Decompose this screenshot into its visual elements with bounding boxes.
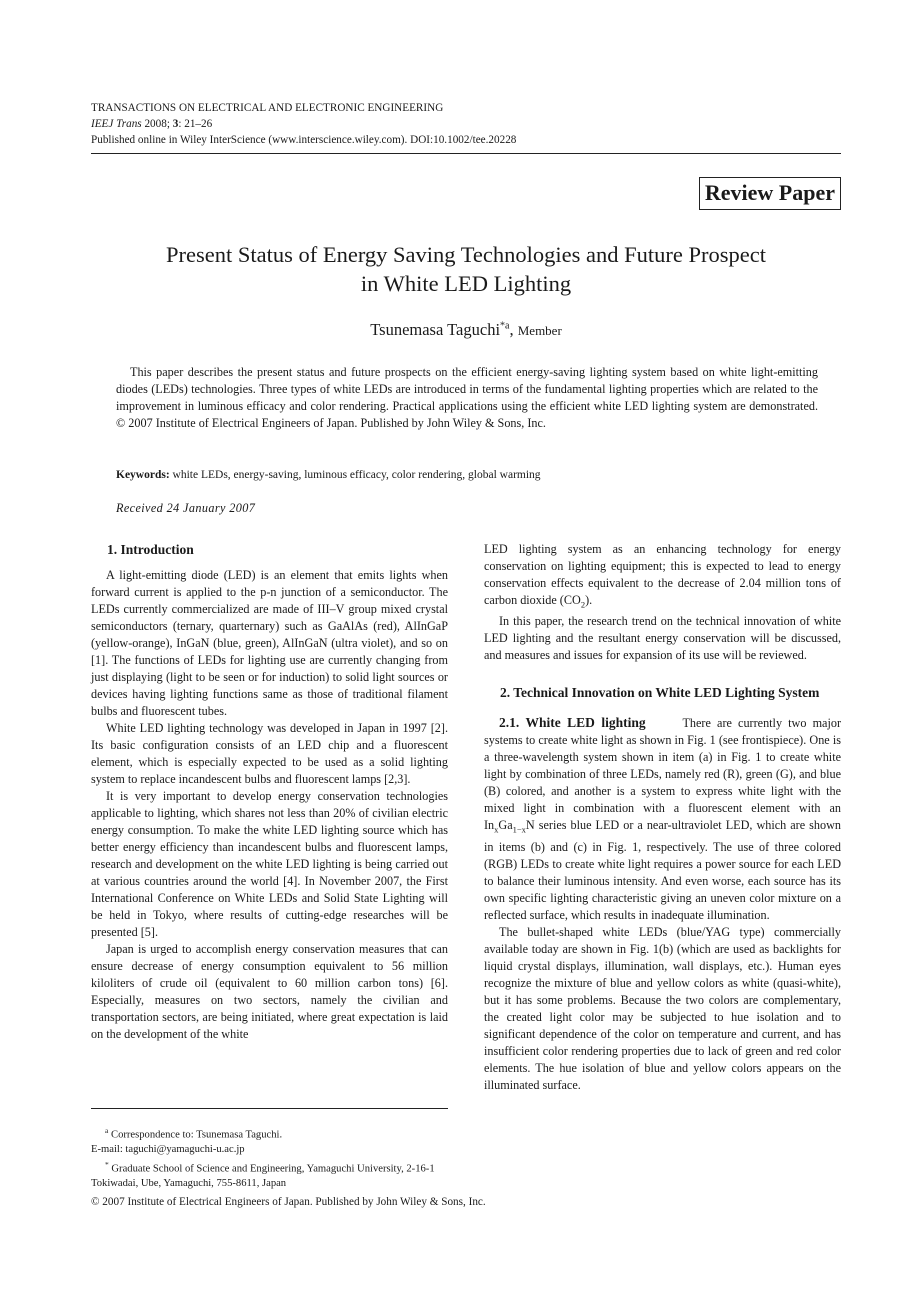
section-2-1-paragraph-1 <box>484 714 841 923</box>
intro-paragraph-4-end: ). <box>585 593 593 607</box>
title-line-1: Present Status of Energy Saving Technologies and Future Prospect <box>165 242 766 267</box>
right-column <box>484 541 841 1094</box>
footnotes <box>91 1124 451 1191</box>
journal-year: 2008; <box>144 118 170 130</box>
journal-abbrev: IEEJ Trans <box>91 118 142 130</box>
paper-title <box>91 240 841 298</box>
published-line: Published online in Wiley InterScience (www.interscience.wiley.com). DOI:10.1002/tee.20228 <box>91 134 517 146</box>
co2-subscript: 2 <box>580 599 586 610</box>
footnote-star-mark: * <box>105 1159 109 1169</box>
journal-pages: : 21–26 <box>178 118 213 130</box>
author-name: Tsunemasa Taguchi <box>370 320 501 339</box>
intro-paragraph-4: Japan is urged to accomplish energy conservation measures that can ensure decrease of energy consumption equivalent to 56 million kiloliters of crude oil (equivalent to 60 million carbon tons) [6]. Especially, measures on two sectors, namely the civilian and transportation sectors, are being initiated, where great expectation is laid on the development of the white <box>91 942 448 1041</box>
intro-paragraph-1: A light-emitting diode (LED) is an element that emits lights when forward current is applied to the p-n junction of a semiconductor. The LEDs currently commercialized are made of III–V group mixed crystal semiconductors (ternary, quarternary) such as GaAlAs (red), AlInGaP (yellow-orange), InGaN (blue, green), AlInGaN (ultra violet), and so on [1]. The functions of LEDs for lighting use are currently changing from just displaying (light to be seen or for induction) to solid light sources or devices having lighting functions same as those of traditional filament bulbs and fluorescent tubes. <box>91 568 448 718</box>
author-mark: *a <box>500 320 510 332</box>
received-date: Received 24 January 2007 <box>116 501 256 515</box>
formula-ga: Ga <box>498 818 513 833</box>
author-line: Tsunemasa Taguchi$^{*a}$, Member <box>370 320 562 339</box>
intro-paragraph-2: White LED lighting technology was developed in Japan in 1997 [2]. Its basic configuration consists of an LED chip and a fluorescent element, which is especially expected to be used as a solid lighting system to replace incandescent bulbs and fluorescent lamps [2,3]. <box>91 721 448 786</box>
formula-subscript-1-x: 1−x <box>512 824 526 835</box>
intro-paragraph-4-continued <box>484 541 841 613</box>
paper-type-badge: Review Paper <box>699 177 841 210</box>
journal-name: TRANSACTIONS ON ELECTRICAL AND ELECTRONIC ENGINEERING <box>91 102 444 114</box>
footnote-affiliation-text: Graduate School of Science and Engineering, Yamaguchi University, 2-16-1 Tokiwadai, Ube, Yamaguchi, 755-8611, Japan <box>91 1163 435 1189</box>
author-role: Member <box>517 323 562 338</box>
citation-line <box>91 116 516 132</box>
section-2-1-text-a: There are currently two major systems to create white light as shown in Fig. 1 (see frontispiece). One is a three-wavelength system shown in item (a) in Fig. 1 to create white light by combination of three LEDs, namely red (R), green (G), and blue (B) colored, and another is a system to express white light with the mixed light in combination with a fluorescent element with an In <box>484 716 842 833</box>
section-1-heading: 1. Introduction <box>107 542 194 557</box>
section-2-1-heading: 2.1. White LED lighting <box>499 715 646 731</box>
footnote-email: E-mail: taguchi@yamaguchi-u.ac.jp <box>91 1144 245 1156</box>
section-2-1-text-b: N series blue LED or a near-ultraviolet LED, which are shown in items (b) and (c) in Fig. 1, respectively. The use of three colored (RGB) LEDs to create white light requires a power source for each LED to balance their luminous intensity. And even worse, each source has its own specific lighting characteristic giving an uneven color mixture on a reflected surface, which results in inadequate illumination. <box>484 818 841 922</box>
keywords-label: Keywords: <box>116 469 170 481</box>
intro-paragraph-5: In this paper, the research trend on the technical innovation of white LED lighting and the resultant energy conservation will be discussed, and measures and issues for expansion of its use will be reviewed. <box>484 614 841 663</box>
keywords-text: white LEDs, energy-saving, luminous efficacy, color rendering, global warming <box>172 469 541 481</box>
footnote-a-text: Correspondence to: Tsunemasa Taguchi. <box>111 1129 283 1141</box>
footnote-a <box>91 1124 451 1143</box>
intro-paragraph-3: It is very important to develop energy conservation technologies applicable to lighting, which shares not less than 20% of civilian electric energy consumption. To make the white LED lighting source which has better energy efficiency than incandescent bulbs and fluorescent lamps, research and development on the white LED lighting is being carried out at various countries around the world [4]. In November 2007, the First International Conference on White LEDs and Solid State Lighting will be held in Tokyo, where results of cutting-edge researches will be presented [5]. <box>91 789 448 939</box>
header-rule <box>91 153 841 154</box>
intro-paragraph-4-continued-text: LED lighting system as an enhancing technology for energy conservation on lighting equipment; this is expected to lead to energy conservation effects equivalent to the decrease of 2.04 million tons of carbon dioxide (CO <box>484 542 841 607</box>
section-2-heading: 2. Technical Innovation on White LED Lighting System <box>500 685 820 701</box>
journal-header <box>91 100 516 148</box>
formula-subscript-x: x <box>494 824 499 835</box>
footer-copyright: © 2007 Institute of Electrical Engineers of Japan. Published by John Wiley & Sons, Inc. <box>91 1196 486 1208</box>
left-column <box>91 541 448 1043</box>
footnote-rule <box>91 1108 448 1109</box>
title-line-2: in White LED Lighting <box>360 271 572 296</box>
abstract: This paper describes the present status and future prospects on the efficient energy-saving lighting system based on white light-emitting diodes (LEDs) technologies. Three types of white LEDs are introduced in terms of the fundamental lighting properties which are related to the improvement in luminous efficacy and color rendering. Practical applications using the efficient white LED lighting system are demonstrated. © 2007 Institute of Electrical Engineers of Japan. Published by John Wiley & Sons, Inc. <box>116 365 818 430</box>
journal-volume: 3 <box>172 118 179 130</box>
footnote-a-mark: a <box>105 1126 109 1135</box>
footnote-affiliation <box>91 1158 451 1192</box>
keywords <box>116 467 818 483</box>
section-2-1-paragraph-2: The bullet-shaped white LEDs (blue/YAG type) commercially available today are shown in Fig. 1(b) (which are used as backlights for liquid crystal displays, illumination, wall displays, etc.). Human eyes recognize the mixture of blue and yellow colors as white (quasi-white), but it has some problems. Because the two colors are complementary, the created light color may be subjected to hue isolation and to significant dependence of the color on temperature and current, and has insufficient color rendering properties due to lack of green and red color elements. The hue isolation of blue and yellow colors appears on the illuminated surface. <box>484 924 841 1092</box>
